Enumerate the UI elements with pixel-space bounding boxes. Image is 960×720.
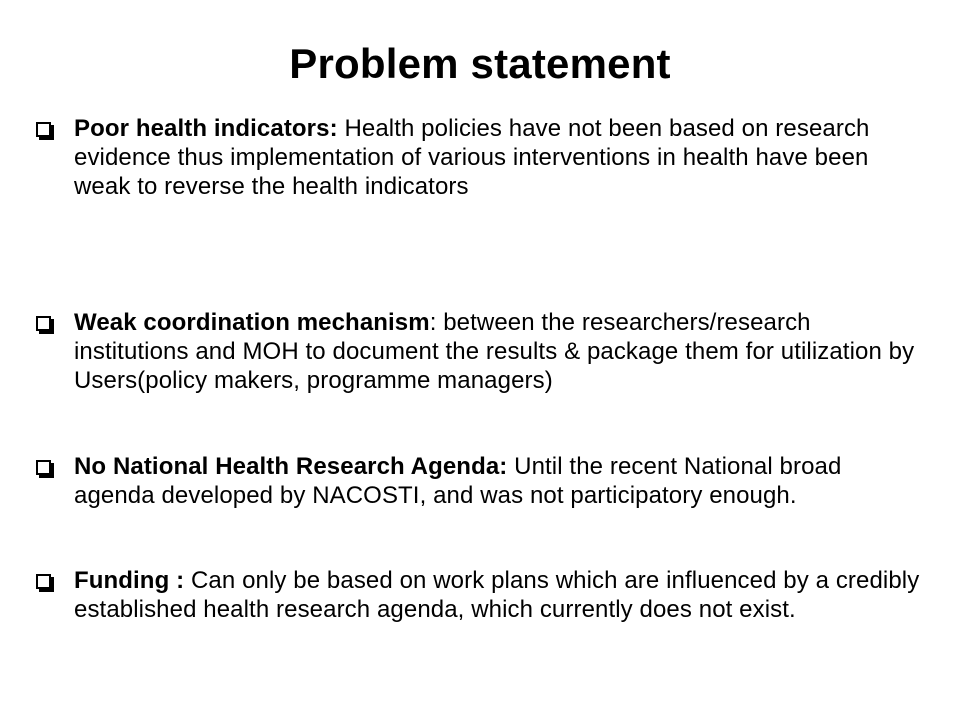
bullet-text bbox=[74, 114, 924, 201]
page-title: Problem statement bbox=[289, 40, 671, 87]
checkbox-square-bullet-icon bbox=[36, 460, 51, 475]
bullet-body: : between the researchers/research institutions and MOH to document the results & package them for utilization by Users(policy makers, programme managers) bbox=[74, 309, 915, 394]
bullet-lead: No National Health Research Agenda: bbox=[74, 453, 508, 480]
checkbox-square-bullet-icon bbox=[36, 574, 51, 589]
bullet-lead: Poor health indicators: bbox=[74, 115, 338, 142]
checkbox-square-bullet-icon bbox=[36, 122, 51, 137]
bullet-body: Health policies have not been based on research evidence thus implementation of various interventions in health have been weak to reverse the health indicators bbox=[74, 115, 870, 200]
bullet-text bbox=[74, 308, 924, 395]
bullet-body: Can only be based on work plans which are influenced by a credibly established health research agenda, which currently does not exist. bbox=[74, 567, 920, 623]
bullet-body: Until the recent National broad agenda developed by NACOSTI, and was not participatory enough. bbox=[74, 453, 842, 509]
bullet-lead: Funding : bbox=[74, 567, 185, 594]
bullet-text bbox=[74, 566, 924, 624]
bullet-text bbox=[74, 452, 924, 510]
bullet-lead: Weak coordination mechanism bbox=[74, 309, 430, 336]
checkbox-square-bullet-icon bbox=[36, 316, 51, 331]
